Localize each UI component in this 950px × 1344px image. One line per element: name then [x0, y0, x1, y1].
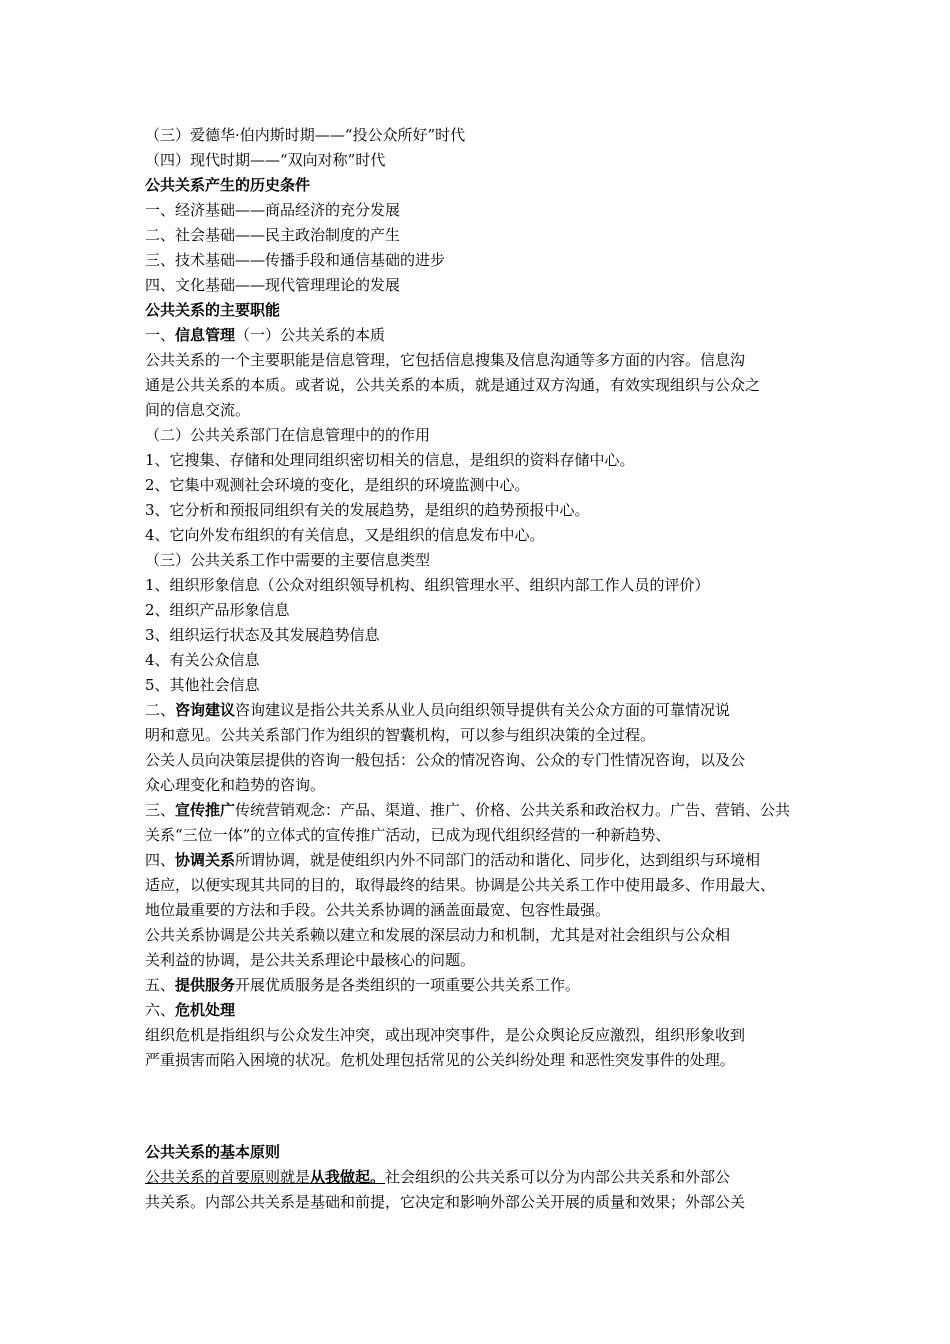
- function-title: 危机处理: [175, 1001, 236, 1019]
- list-item: 2、它集中观测社会环境的变化，是组织的环境监测中心。: [145, 476, 530, 494]
- function-info-management-line: [145, 323, 820, 348]
- list-item: 4、有关公众信息: [145, 651, 260, 669]
- paragraph-line: 关系“三位一体”的立体式的宣传推广活动，已成为现代组织经营的一种新趋势、: [145, 826, 671, 844]
- condition-item: 四、文化基础——现代管理理论的发展: [145, 276, 401, 294]
- paragraph-line: 明和意见。公共关系部门作为组织的智囊机构，可以参与组织决策的全过程。: [145, 726, 656, 744]
- list-item: 4、它向外发布组织的有关信息，又是组织的信息发布中心。: [145, 526, 545, 544]
- list-item: 3、组织运行状态及其发展趋势信息: [145, 626, 380, 644]
- paragraph-line: 地位最重要的方法和手段。公共关系协调的涵盖面最宽、包容性最强。: [145, 901, 611, 919]
- function-service-line: [145, 973, 820, 998]
- paragraph-line: 公共关系协调是公共关系赖以建立和发展的深层动力和机制，尤其是对社会组织与公众相: [145, 926, 731, 944]
- paragraph-line: 严重损害而陷入困境的状况。危机处理包括常见的公关纠纷处理 和恶性突发事件的处理。: [145, 1051, 735, 1069]
- function-number: 六、: [145, 1001, 176, 1019]
- function-promotion-line: [145, 798, 820, 823]
- function-title: 咨询建议: [175, 701, 236, 719]
- subsection-title: （一）公共关系的本质: [235, 326, 386, 344]
- section-heading-principles: 公共关系的基本原则: [145, 1143, 281, 1161]
- condition-item: 一、经济基础——商品经济的充分发展: [145, 201, 401, 219]
- blank-space: [145, 1073, 820, 1140]
- function-number: 五、: [145, 976, 176, 994]
- paragraph-text: 社会组织的公共关系可以分为内部公共关系和外部公: [385, 1168, 731, 1186]
- function-consult-line: [145, 698, 820, 723]
- paragraph-line: 众心理变化和趋势的咨询。: [145, 776, 326, 794]
- paragraph-line: 组织危机是指组织与公众发生冲突，或出现冲突事件，是公众舆论反应激烈，组织形象收到: [145, 1026, 746, 1044]
- list-item: 3、它分析和预报同组织有关的发展趋势，是组织的趋势预报中心。: [145, 501, 590, 519]
- paragraph-line: 公关人员向决策层提供的咨询一般包括：公众的情况咨询、公众的专门性情况咨询，以及公: [145, 751, 746, 769]
- function-title: 协调关系: [175, 851, 236, 869]
- paragraph-text: 传统营销观念：产品、渠道、推广、价格、公共关系和政治权力。广告、营销、公共: [235, 801, 791, 819]
- history-period-3: （三）爱德华·伯内斯时期——“投公众所好”时代: [145, 126, 466, 144]
- function-number: 一、: [145, 326, 176, 344]
- function-number: 二、: [145, 701, 176, 719]
- paragraph-text: 开展优质服务是各类组织的一项重要公共关系工作。: [235, 976, 581, 994]
- function-crisis-line: [145, 998, 820, 1023]
- list-item: 2、组织产品形象信息: [145, 601, 290, 619]
- subsection-title: （二）公共关系部门在信息管理中的的作用: [145, 426, 431, 444]
- function-title: 提供服务: [175, 976, 236, 994]
- condition-item: 二、社会基础——民主政治制度的产生: [145, 226, 401, 244]
- subsection-title: （三）公共关系工作中需要的主要信息类型: [145, 551, 431, 569]
- condition-item: 三、技术基础——传播手段和通信基础的进步: [145, 251, 446, 269]
- section-heading-historical-conditions: 公共关系产生的历史条件: [145, 176, 311, 194]
- function-title: 宣传推广: [175, 801, 236, 819]
- function-coordination-line: [145, 848, 820, 873]
- paragraph-text: 所谓协调，就是使组织内外不同部门的活动和谐化、同步化，达到组织与环境相: [235, 851, 761, 869]
- key-principle: 从我做起。: [310, 1168, 386, 1186]
- underlined-text: 公共关系的首要原则就是: [145, 1168, 311, 1186]
- paragraph-line: 公共关系的一个主要职能是信息管理，它包括信息搜集及信息沟通等多方面的内容。信息沟: [145, 351, 746, 369]
- section-heading-functions: 公共关系的主要职能: [145, 301, 281, 319]
- principles-line: [145, 1165, 820, 1190]
- paragraph-line: 共关系。内部公共关系是基础和前提，它决定和影响外部公关开展的质量和效果；外部公关: [145, 1193, 746, 1211]
- paragraph-line: 关利益的协调，是公共关系理论中最核心的问题。: [145, 951, 476, 969]
- function-number: 四、: [145, 851, 176, 869]
- paragraph-line: 间的信息交流。: [145, 401, 251, 419]
- history-period-4: （四）现代时期——“双向对称”时代: [145, 151, 386, 169]
- document-page: [145, 123, 820, 1215]
- function-title: 信息管理: [175, 326, 236, 344]
- list-item: 5、其他社会信息: [145, 676, 260, 694]
- list-item: 1、它搜集、存储和处理同组织密切相关的信息，是组织的资料存储中心。: [145, 451, 635, 469]
- paragraph-text: 咨询建议是指公共关系从业人员向组织领导提供有关公众方面的可靠情况说: [235, 701, 731, 719]
- paragraph-line: 通是公共关系的本质。或者说，公共关系的本质，就是通过双方沟通，有效实现组织与公众之: [145, 376, 761, 394]
- paragraph-line: 适应，以便实现其共同的目的，取得最终的结果。协调是公共关系工作中使用最多、作用最大、: [145, 876, 776, 894]
- function-number: 三、: [145, 801, 176, 819]
- list-item: 1、组织形象信息（公众对组织领导机构、组织管理水平、组织内部工作人员的评价）: [145, 576, 710, 594]
